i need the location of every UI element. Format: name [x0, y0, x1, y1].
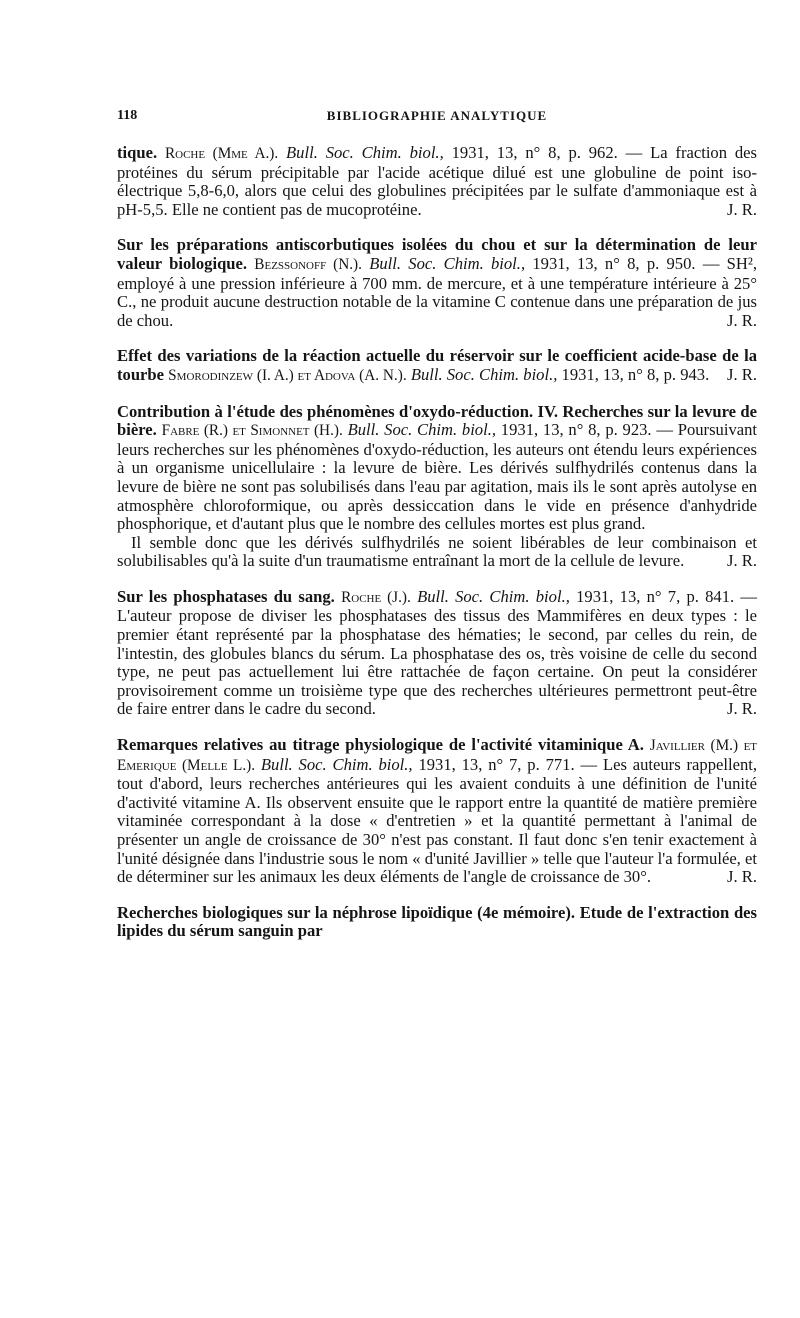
entry-body: — Les auteurs rappellent, tout d'abord, leurs recherches antérieures qui les avaient conduits à une définition de l'unité d'activité vitamine A. Ils observent ensuite que le rapport entre la quantité de matière première vitaminée correspondant à la dose « d'entretien » et la quantité permettant à l'animal de présenter un angle de croissance de 30° n'est pas constant. Il faut donc s'en tenir exactement à l'unité désignée dans l'industrie sous le nom « d'unité Javillier » telle que l'auteur l'a formulée, et de déterminer sur les animaux les deux éléments de l'angle de croissance de 30°.	[117, 754, 758, 887]
entry-signature: J. R.	[727, 867, 757, 887]
entry-author: Bezssonoff (N.).	[254, 255, 362, 273]
entry-journal: Bull. Soc. Chim. biol.,	[286, 143, 444, 162]
entry-title: Remarques relatives au titrage physiologique de l'activité vitaminique A.	[117, 735, 644, 755]
bibliography-entry	[117, 736, 757, 887]
entry-title: Recherches biologiques sur la néphrose lipoïdique (4e mémoire). Etude de l'extraction des lipides du sérum sanguin par	[117, 902, 757, 941]
entry-journal: Bull. Soc. Chim. biol.,	[417, 586, 570, 606]
entry-body: — Poursuivant leurs recherches sur les phénomènes d'oxydo-réduction, les auteurs ont étendu leurs expériences à un organisme unicellulaire : la levure de bière. Les dérivés sulfhydrilés contenus dans la levure de bière ne sont pas solubilisés dans l'eau par agitation, mais ils le sont après autolyse en atmosphère chloroformique, ou après dessiccation dans le vide en présence d'anhydride phosphorique, et d'autant plus que le nombre des cellules mortes est plus grand.	[117, 420, 758, 534]
entry-title: tique.	[117, 143, 158, 162]
entry-title: Effet des variations de la réaction actuelle du réservoir sur le coefficient acide-base de la tourbe	[117, 346, 757, 384]
entry-body: — L'auteur propose de diviser les phosphatases des tissus des Mammifères en deux types : le premier étant représenté par la phosphatase des hématies; le second, par celles du rein, de l'intestin, des globules blancs du sérum. La phosphatase des os, très voisine de celle du second type, ne peut pas actuellement lui être rattachée de façon certaine. On peut la considérer provisoirement comme un troisième type que des recherches ultérieures permettront peut-être de faire entrer dans le cadre du second.	[117, 586, 758, 719]
page	[117, 108, 757, 958]
entry-paragraph	[117, 904, 757, 941]
bibliography-entry	[117, 347, 757, 385]
bibliography-entry	[117, 144, 757, 219]
bibliography-entry	[117, 403, 757, 571]
bibliography-entry	[117, 904, 757, 941]
entry-reference: 1931, 13, n° 8, p. 923.	[500, 420, 652, 440]
entry-reference: 1931, 13, n° 8, p. 962.	[451, 143, 618, 162]
entry-signature: J. R.	[727, 310, 757, 330]
entry-signature: J. R.	[727, 551, 757, 571]
entry-body: — SH², employé à une pression inférieure à 700 mm. de mercure, et à une température intérieure à 25° C., ne produit aucune destruction notable de la vitamine C contenue dans une préparation de jus de chou.	[117, 253, 757, 330]
entry-signature: J. R.	[727, 699, 757, 719]
running-head	[117, 108, 757, 130]
entry-paragraph	[117, 403, 757, 534]
bibliography-entry	[117, 236, 757, 330]
page-number: 118	[117, 108, 138, 123]
entry-paragraph	[117, 534, 757, 571]
entry-reference: 1931, 13, n° 7, p. 841.	[576, 586, 735, 606]
entry-signature: J. R.	[727, 364, 757, 384]
entry-paragraph	[117, 347, 757, 385]
entry-author: Roche (Mme A.).	[164, 145, 279, 162]
entry-paragraph	[117, 144, 757, 219]
entry-journal: Bull. Soc. Chim. biol.,	[369, 253, 526, 273]
entry-body: Il semble donc que les dérivés sulfhydrilés ne soient libérables de leur combinaison et solubilisables qu'à la suite d'un traumatisme entraînant la mort de la cellule de levure.	[117, 532, 757, 571]
entry-author: Fabre (R.) et Simonnet (H.).	[161, 422, 343, 440]
entry-reference: 1931, 13, n° 7, p. 771.	[418, 754, 575, 774]
entry-paragraph	[117, 588, 757, 719]
entry-title: Contribution à l'étude des phénomènes d'oxydo-réduction. IV. Recherches sur la levure de bière.	[117, 401, 757, 440]
entry-title: Sur les phosphatases du sang.	[117, 586, 335, 606]
entry-journal: Bull. Soc. Chim. biol.,	[260, 754, 413, 774]
entry-reference: 1931, 13, n° 8, p. 950.	[532, 253, 696, 273]
entry-paragraph	[117, 236, 757, 330]
entry-author: Smorodinzew (I. A.) et Adova (A. N.).	[168, 366, 407, 384]
entry-reference: 1931, 13, n° 8, p. 943.	[561, 364, 710, 384]
entry-author: Javillier (M.) et Emerique (Melle L.).	[117, 737, 758, 774]
entry-title: Sur les préparations antiscorbutiques isolées du chou et sur la détermination de leur valeur biologique.	[117, 235, 757, 273]
running-title: BIBLIOGRAPHIE ANALYTIQUE	[326, 108, 548, 123]
entry-journal: Bull. Soc. Chim. biol.,	[410, 364, 558, 384]
entry-body: — La fraction des protéines du sérum précipitable par l'acide acétique dilué est une globuline de point iso-électrique 5,8-6,0, alors que celui des globulines précipitées par le sulfate d'ammoniaque est à pH-5,5. Elle ne contient pas de mucoprotéine.	[117, 143, 757, 219]
entry-author: Roche (J.).	[341, 588, 411, 606]
entry-journal: Bull. Soc. Chim. biol.,	[347, 420, 497, 440]
bibliography-entry	[117, 588, 757, 719]
entry-signature: J. R.	[727, 199, 757, 219]
entry-paragraph	[117, 736, 757, 887]
